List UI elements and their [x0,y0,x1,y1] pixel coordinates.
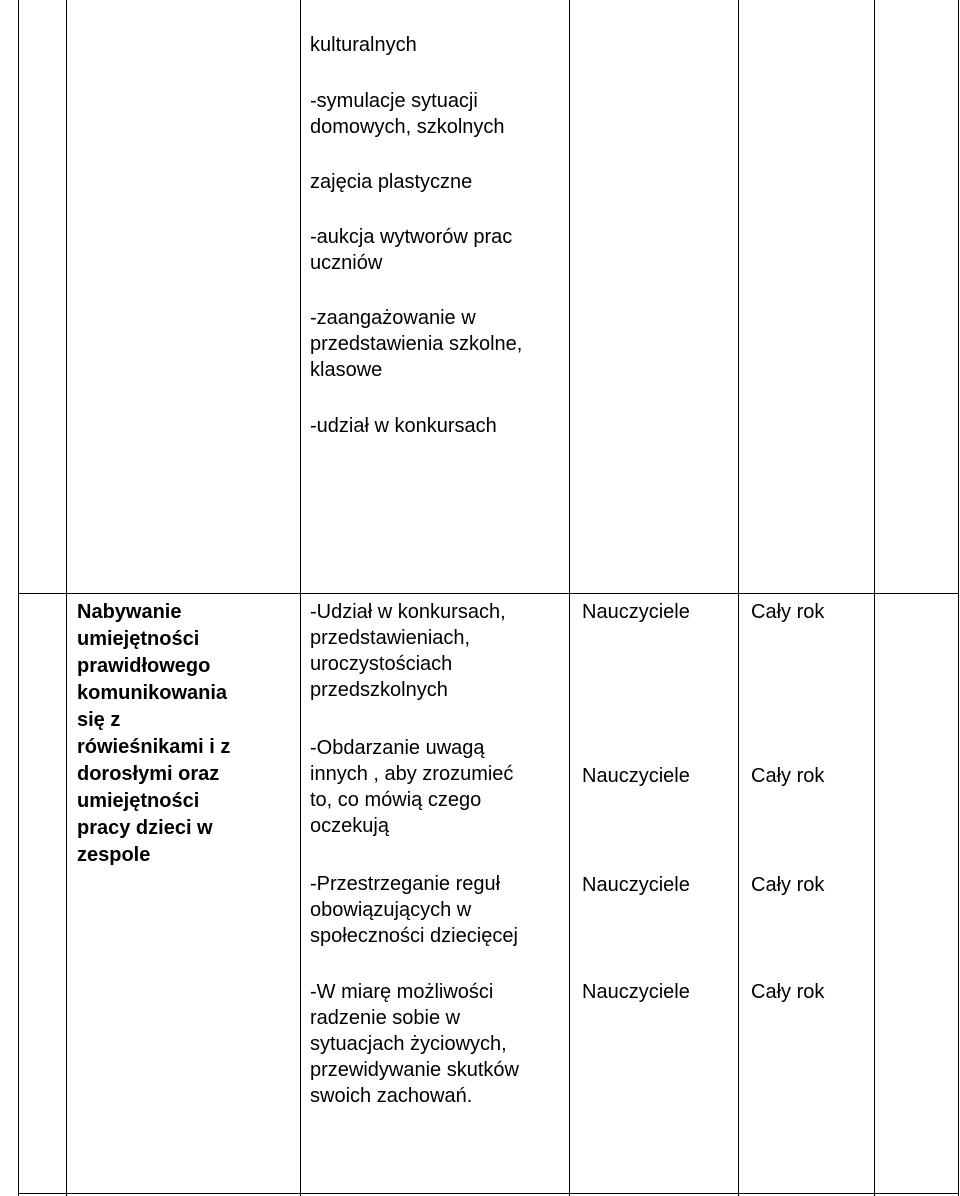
activity-item: -aukcja wytworów prac uczniów [310,226,513,274]
term-item: Cały rok [751,765,825,787]
row-divider [18,593,959,594]
activity-item: -symulacje sytuacji domowych, szkolnych [310,90,505,138]
goal-text: Nabywanie umiejętności prawidłowego komunikowania się z rówieśnikami i z dorosłymi oraz umiejętności pracy dzieci w zespole [77,601,231,866]
term-item: Cały rok [751,874,825,896]
task-item: -Obdarzanie uwagą innych , aby zrozumieć to, co mówią czego oczekują [310,737,514,837]
term-item: Cały rok [751,601,825,623]
activity-item: -zaangażowanie w przedstawienia szkolne, klasowe [310,307,523,381]
table-border-bottom [18,1193,959,1194]
table-border-right [958,0,959,1196]
column-divider-4 [738,0,739,1196]
activity-item: -udział w konkursach [310,415,497,437]
task-item: -Przestrzeganie reguł obowiązujących w społeczności dziecięcej [310,873,518,947]
task-item: -W miarę możliwości radzenie sobie w sytuacjach życiowych, przewidywanie skutków swoich zachowań. [310,981,519,1107]
column-divider-5 [874,0,875,1196]
row2-goal [77,599,297,869]
task-item: -Udział w konkursach, przedstawieniach, uroczystościach przedszkolnych [310,601,506,701]
column-divider-2 [300,0,301,1196]
column-divider-3 [569,0,570,1196]
activity-item: zajęcia plastyczne [310,171,473,193]
responsible-item: Nauczyciele [582,981,690,1003]
responsible-item: Nauczyciele [582,765,690,787]
table-border-left [18,0,19,1196]
responsible-item: Nauczyciele [582,601,690,623]
term-item: Cały rok [751,981,825,1003]
responsible-item: Nauczyciele [582,874,690,896]
column-divider-1 [66,0,67,1196]
activity-item: kulturalnych [310,34,417,56]
